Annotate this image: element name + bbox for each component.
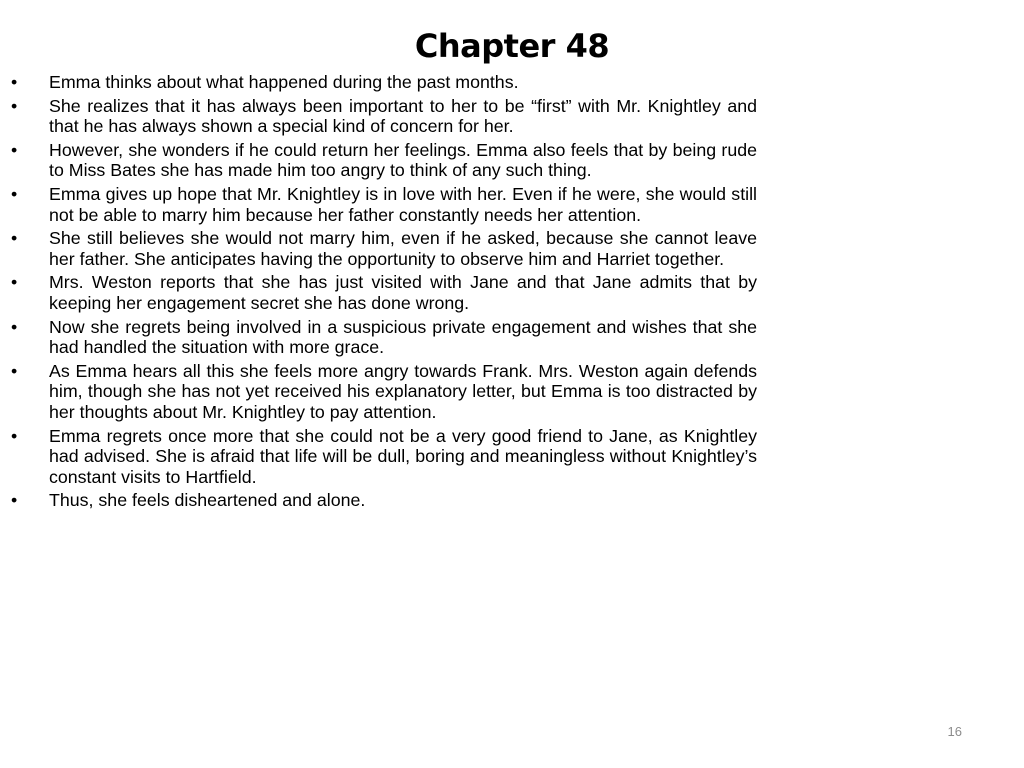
bullet-text: Emma regrets once more that she could not be a very good friend to Jane, as Knightley had advised. She is afraid that life will be dull, boring and meaningless without Knightley’s constant visits to Hartfield. <box>49 425 757 487</box>
bullet-icon: • <box>11 139 18 160</box>
bullet-text: Mrs. Weston reports that she has just visited with Jane and that Jane admits that by keeping her engagement secret she has done wrong. <box>49 272 757 313</box>
bullet-item <box>11 490 757 511</box>
bullet-text: Thus, she feels disheartened and alone. <box>49 490 366 511</box>
slide-title: Chapter 48 <box>414 27 610 65</box>
bullet-item <box>11 140 757 181</box>
bullet-icon: • <box>11 72 18 92</box>
bullet-icon: • <box>11 490 18 511</box>
bullet-item <box>11 228 757 269</box>
bullet-item <box>11 72 757 93</box>
bullet-item <box>11 184 757 225</box>
bullet-icon: • <box>11 360 18 381</box>
bullet-text: She still believes she would not marry him, even if he asked, because she cannot leave her father. She anticipates having the opportunity to observe him and Harriet together. <box>49 228 757 269</box>
bullet-icon: • <box>11 272 18 293</box>
bullet-list <box>11 72 757 514</box>
bullet-item <box>11 361 757 423</box>
bullet-icon: • <box>11 183 18 204</box>
bullet-text: Emma thinks about what happened during the past months. <box>49 72 519 92</box>
page-number: 16 <box>947 724 962 739</box>
bullet-text: She realizes that it has always been important to her to be “first” with Mr. Knightley and that he has always shown a special kind of concern for her. <box>49 95 757 137</box>
bullet-text: As Emma hears all this she feels more angry towards Frank. Mrs. Weston again defends him, though she has not yet received his explanatory letter, but Emma is too distracted by her thoughts about Mr. Knightley to pay attention. <box>49 360 757 422</box>
bullet-text: However, she wonders if he could return her feelings. Emma also feels that by being rude to Miss Bates she has made him too angry to think of any such thing. <box>49 139 757 181</box>
bullet-text: Now she regrets being involved in a suspicious private engagement and wishes that she had handled the situation with more grace. <box>49 316 757 358</box>
bullet-text: Emma gives up hope that Mr. Knightley is in love with her. Even if he were, she would still not be able to marry him because her father constantly needs her attention. <box>49 183 757 225</box>
bullet-icon: • <box>11 316 18 337</box>
bullet-icon: • <box>11 95 18 116</box>
bullet-item <box>11 96 757 137</box>
bullet-icon: • <box>11 228 18 249</box>
bullet-icon: • <box>11 425 18 446</box>
bullet-item <box>11 317 757 358</box>
bullet-item <box>11 272 757 313</box>
bullet-item <box>11 426 757 488</box>
